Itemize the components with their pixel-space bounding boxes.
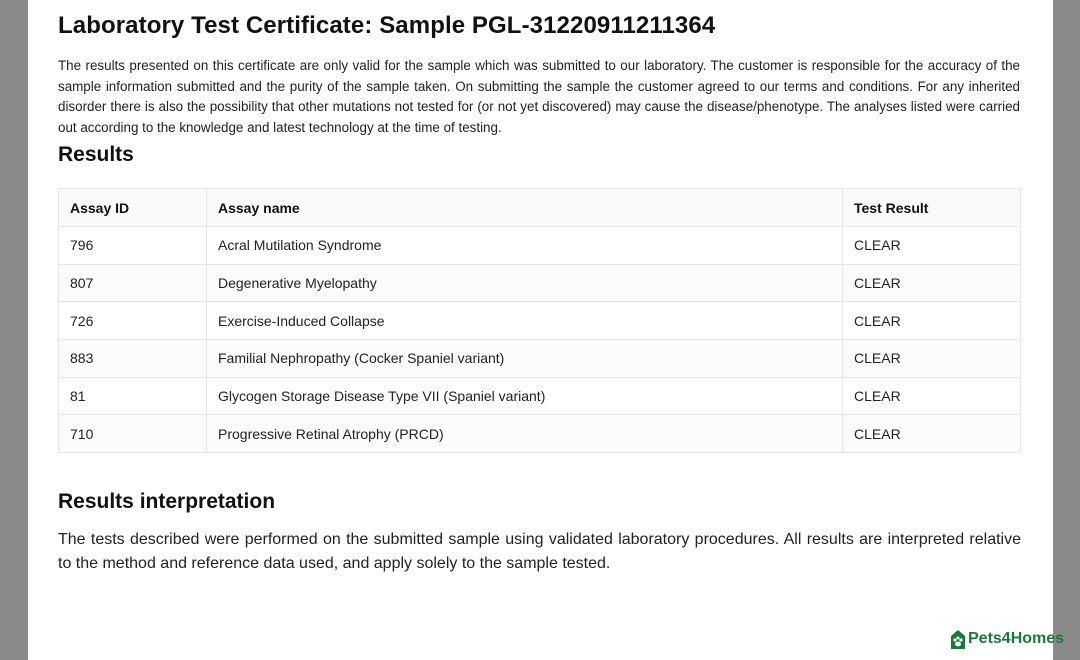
assay-id-cell: 81 [59,377,207,415]
table-row [59,302,1021,340]
column-header-assay-name: Assay name [207,189,843,227]
page-title: Laboratory Test Certificate: Sample PGL-31220911211364 [58,12,716,39]
assay-id-cell: 726 [59,302,207,340]
assay-name-cell: Progressive Retinal Atrophy (PRCD) [207,415,843,453]
assay-id-cell: 807 [59,264,207,302]
column-header-test-result: Test Result [843,189,1021,227]
assay-id-cell: 796 [59,227,207,265]
interpretation-heading: Results interpretation [58,490,276,513]
assay-id-cell: 883 [59,340,207,378]
test-result-cell: CLEAR [843,340,1021,378]
table-row [59,227,1021,265]
disclaimer-text: The results presented on this certificate are only valid for the sample which was submitted to our laboratory. The customer is responsible for the accuracy of the sample information submitted and the purity of the sample taken. On submitting the sample the customer agreed to our terms and conditions. For any inherited disorder there is also the possibility that other mutations not tested for (or not yet discovered) may cause the disease/phenotype. The analyses listed were carried out according to the knowledge and latest technology at the time of testing. [58,58,1020,135]
table-header-row [59,189,1021,227]
table-row [59,340,1021,378]
column-header-assay-id: Assay ID [59,189,207,227]
test-result-cell: CLEAR [843,415,1021,453]
house-paw-icon [949,628,967,650]
test-result-cell: CLEAR [843,227,1021,265]
table-row [59,264,1021,302]
assay-name-cell: Exercise-Induced Collapse [207,302,843,340]
table-row [59,415,1021,453]
assay-name-cell: Acral Mutilation Syndrome [207,227,843,265]
assay-name-cell: Glycogen Storage Disease Type VII (Spaniel variant) [207,377,843,415]
brand-logo[interactable] [949,628,1064,650]
certificate-page [28,0,1065,660]
results-heading: Results [58,143,134,166]
test-result-cell: CLEAR [843,264,1021,302]
assay-id-cell: 710 [59,415,207,453]
assay-name-cell: Degenerative Myelopathy [207,264,843,302]
table-row [59,377,1021,415]
brand-logo-text: Pets4Homes [968,630,1065,647]
results-table [58,188,1021,453]
test-result-cell: CLEAR [843,302,1021,340]
test-result-cell: CLEAR [843,377,1021,415]
assay-name-cell: Familial Nephropathy (Cocker Spaniel variant) [207,340,843,378]
interpretation-text: The tests described were performed on the submitted sample using validated laboratory procedures. All results are interpreted relative to the method and reference data used, and apply solely to the sample tested. [58,531,1021,572]
